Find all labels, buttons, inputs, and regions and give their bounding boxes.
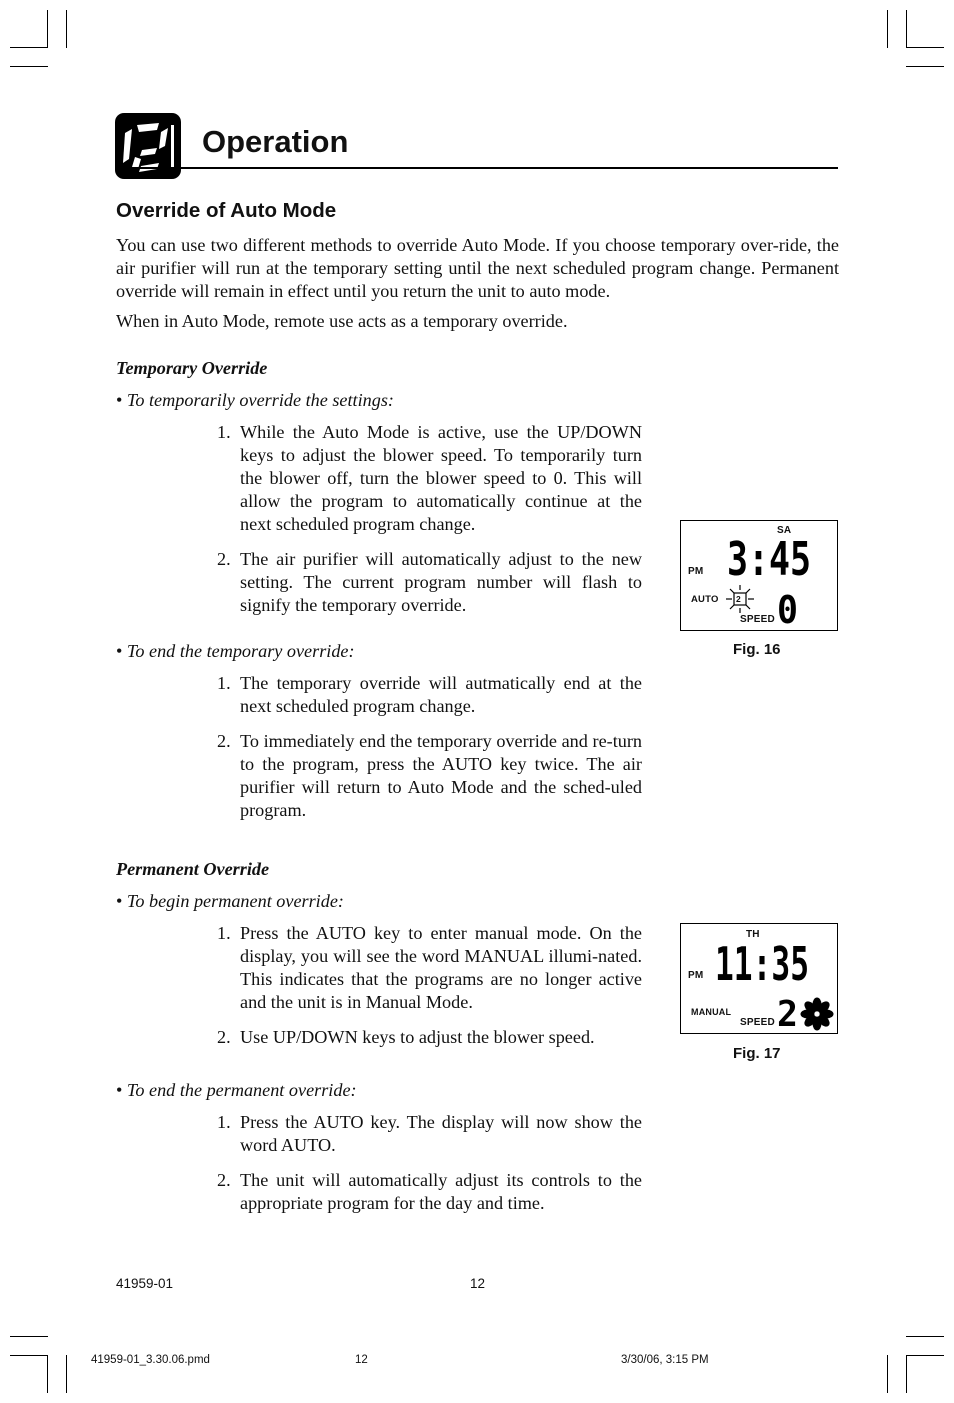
bullet-permanent-start: • To begin permanent override: bbox=[116, 891, 344, 911]
fan-icon bbox=[800, 997, 834, 1031]
list-item: 2. Use UP/DOWN keys to adjust the blower speed. bbox=[217, 1027, 595, 1047]
time-readout: 11:35 bbox=[715, 942, 809, 984]
list-item: 2. The unit will automatically adjust its controls to the appropriate program for the day and time. bbox=[217, 1170, 642, 1213]
lcd-display-fig16 bbox=[680, 520, 838, 631]
mode-indicator: AUTO bbox=[691, 594, 719, 605]
intro-paragraph: You can use two different methods to override Auto Mode. If you choose temporary over-ride, the air purifier will run at the temporary setting until the next scheduled program change. Permanent override will remain in effect until you return the unit to auto mode. bbox=[116, 235, 839, 301]
list-item: 1. While the Auto Mode is active, use the UP/DOWN keys to adjust the blower speed. To temporarily turn the blower off, turn the blower speed to 0. This will allow the program to automatically continue at the next scheduled program change. bbox=[217, 422, 642, 534]
clock-digit-icon bbox=[115, 113, 181, 179]
list-item: 1. Press the AUTO key to enter manual mode. On the display, you will see the word MANUAL illumi-nated. This indicates that the programs are no longer active and the unit is in Manual Mode. bbox=[217, 923, 642, 1012]
lcd-display-fig17 bbox=[680, 923, 838, 1034]
page-title: Operation bbox=[202, 124, 349, 159]
speed-label: SPEED bbox=[740, 614, 775, 625]
bullet-permanent-end: • To end the permanent override: bbox=[116, 1080, 357, 1100]
day-indicator: SA bbox=[777, 525, 792, 536]
ampm-indicator: PM bbox=[688, 970, 704, 981]
speed-display bbox=[777, 996, 799, 1028]
slug-page: 12 bbox=[355, 1354, 368, 1366]
bullet-temporary-start: • To temporarily override the settings: bbox=[116, 390, 394, 410]
permanent-override-heading: Permanent Override bbox=[116, 859, 270, 879]
mode-indicator: MANUAL bbox=[691, 1007, 732, 1017]
figure-caption: Fig. 17 bbox=[733, 1045, 781, 1062]
day-indicator: TH bbox=[746, 929, 760, 940]
remote-note: When in Auto Mode, remote use acts as a temporary override. bbox=[116, 311, 568, 331]
speed-value: 0 bbox=[777, 591, 798, 625]
time-display bbox=[727, 537, 813, 579]
list-item: 1. Press the AUTO key. The display will now show the word AUTO. bbox=[217, 1112, 642, 1155]
speed-display bbox=[777, 591, 799, 625]
section-heading: Override of Auto Mode bbox=[116, 199, 337, 222]
slug-date: 3/30/06, 3:15 PM bbox=[621, 1354, 709, 1366]
program-number: 2 bbox=[736, 594, 741, 604]
header-rule bbox=[116, 167, 838, 169]
list-item: 2. To immediately end the temporary override and re-turn to the program, press the AUTO key twice. The air purifier will return to Auto Mode and the sched-uled program. bbox=[217, 731, 642, 820]
ampm-indicator: PM bbox=[688, 566, 704, 577]
speed-label: SPEED bbox=[740, 1017, 775, 1028]
speed-value: 2 bbox=[777, 996, 798, 1028]
doc-number: 41959-01 bbox=[116, 1276, 174, 1291]
figure-caption: Fig. 16 bbox=[733, 641, 781, 658]
list-item: 1. The temporary override will autmatically end at the next scheduled program change. bbox=[217, 673, 642, 716]
bullet-temporary-end: • To end the temporary override: bbox=[116, 641, 355, 661]
time-readout: 3:45 bbox=[727, 537, 811, 579]
time-display bbox=[715, 942, 811, 984]
page-number: 12 bbox=[470, 1276, 486, 1291]
slug-filename: 41959-01_3.30.06.pmd bbox=[91, 1354, 210, 1366]
list-item: 2. The air purifier will automatically adjust to the new setting. The current program number will flash to signify the temporary override. bbox=[217, 549, 642, 615]
temporary-override-heading: Temporary Override bbox=[116, 358, 268, 378]
